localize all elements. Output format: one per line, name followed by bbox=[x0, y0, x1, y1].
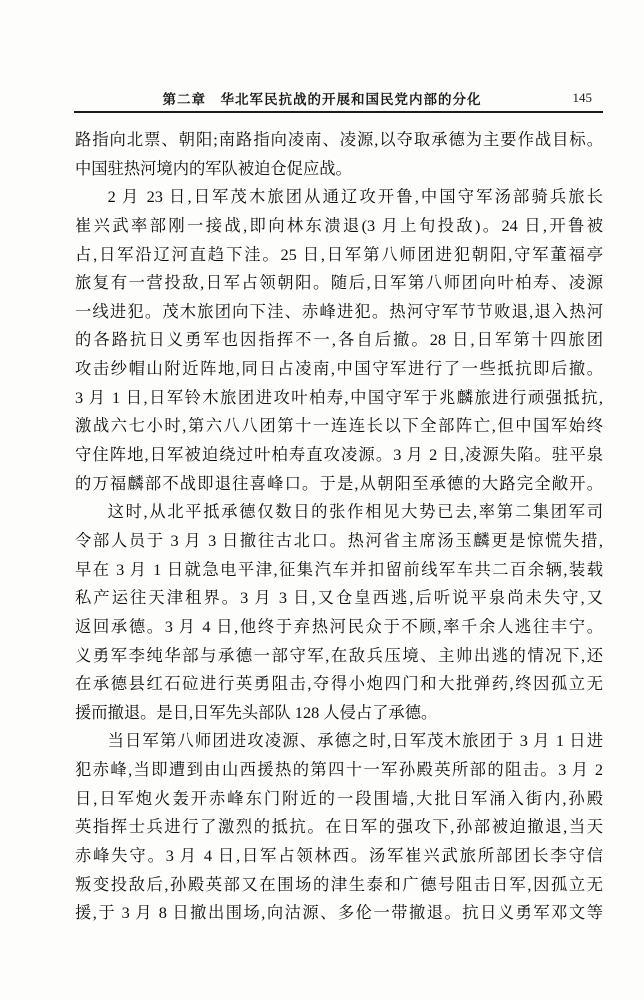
text-line: 私产运往天津租界。3 月 3 日,又仓皇西逃,后听说平泉尚未失守,又 bbox=[75, 588, 603, 608]
text-line: 这时,从北平抵承德仅数日的张作相见大势已去,率第二集团军司 bbox=[107, 502, 603, 522]
text-line: 当日军第八师团进攻凌源、承德之时,日军茂木旅团于 3 月 1 日进 bbox=[107, 731, 603, 751]
page-number: 145 bbox=[572, 90, 592, 105]
text-line: 英指挥士兵进行了激烈的抵抗。在日军的强攻下,孙部被迫撤退,当天 bbox=[75, 817, 603, 837]
text-line: 攻击纱帽山附近阵地,同日占凌南,中国守军进行了一些抵抗即后撤。 bbox=[75, 359, 603, 379]
text-line: 日,日军炮火轰开赤峰东门附近的一段围墙,大批日军涌入街内,孙殿 bbox=[75, 788, 603, 808]
text-line: 的各路抗日义勇军也因指挥不一,各自后撤。28 日,日军第十四旅团 bbox=[75, 330, 603, 350]
text-line: 援而撤退。是日,日军先头部队 128 人侵占了承德。 bbox=[75, 702, 438, 722]
paragraph bbox=[75, 183, 603, 498]
text-line: 早在 3 月 1 日就急电平津,征集汽车并扣留前线军车共二百余辆,装载 bbox=[75, 559, 603, 579]
text-line: 叛变投敌后,孙殿英部又在围场的津生泰和广德号阻击日军,因孤立无 bbox=[75, 874, 603, 894]
paragraph bbox=[75, 727, 603, 927]
body-text bbox=[75, 126, 603, 928]
text-line: 中国驻热河境内的军队被迫仓促应战。 bbox=[75, 158, 352, 178]
text-line: 返回承德。3 月 4 日,他终于弃热河民众于不顾,率千余人逃往丰宁。 bbox=[75, 616, 603, 636]
text-line: 赤峰失守。3 月 4 日,日军占领林西。汤军崔兴武旅所部团长李守信 bbox=[75, 846, 603, 866]
text-line: 激战六七小时,第六八八团第十一连连长以下全部阵亡,但中国军始终 bbox=[75, 416, 603, 436]
header-rule bbox=[74, 111, 603, 113]
text-line: 的万福麟部不战即退往喜峰口。于是,从朝阳至承德的大路完全敞开。 bbox=[75, 473, 603, 493]
text-line: 2 月 23 日,日军茂木旅团从通辽攻开鲁,中国守军汤部骑兵旅长 bbox=[107, 187, 603, 207]
paragraph bbox=[75, 126, 603, 183]
text-line: 3 月 1 日,日军铃木旅团进攻叶柏寿,中国守军于兆麟旅进行顽强抵抗, bbox=[75, 387, 603, 407]
running-head: 第二章 华北军民抗战的开展和国民党内部的分化 bbox=[162, 92, 482, 107]
text-line: 旅复有一营投敌,日军占领朝阳。随后,日军第八师团向叶柏寿、凌源 bbox=[75, 273, 603, 293]
text-line: 路指向北票、朝阳;南路指向凌南、凌源,以夺取承德为主要作战目标。 bbox=[75, 130, 603, 149]
text-line: 一线进犯。茂木旅团向下洼、赤峰进犯。热河守军节节败退,退入热河 bbox=[75, 301, 603, 321]
text-line: 占,日军沿辽河直趋下洼。25 日,日军第八师团进犯朝阳,守军董福亭 bbox=[75, 244, 603, 264]
text-line: 在承德县红石砬进行英勇阻击,夺得小炮四门和大批弹药,终因孤立无 bbox=[75, 674, 603, 694]
text-line: 令部人员于 3 月 3 日撤往古北口。热河省主席汤玉麟更是惊慌失措, bbox=[75, 530, 603, 550]
paragraph bbox=[75, 498, 603, 727]
text-line: 犯赤峰,当即遭到由山西援热的第四十一军孙殿英所部的阻击。3 月 2 bbox=[75, 760, 603, 780]
text-line: 义勇军李纯华部与承德一部守军,在敌兵压境、主帅出逃的情况下,还 bbox=[75, 645, 603, 665]
text-line: 援,于 3 月 8 日撤出围场,向沽源、多伦一带撤退。抗日义勇军邓文等 bbox=[75, 903, 603, 923]
text-line: 崔兴武率部刚一接战,即向林东溃退(3 月上旬投敌)。24 日,开鲁被 bbox=[75, 215, 603, 235]
text-line: 守住阵地,日军被迫绕过叶柏寿直攻凌源。3 月 2 日,凌源失陷。驻平泉 bbox=[75, 445, 603, 465]
